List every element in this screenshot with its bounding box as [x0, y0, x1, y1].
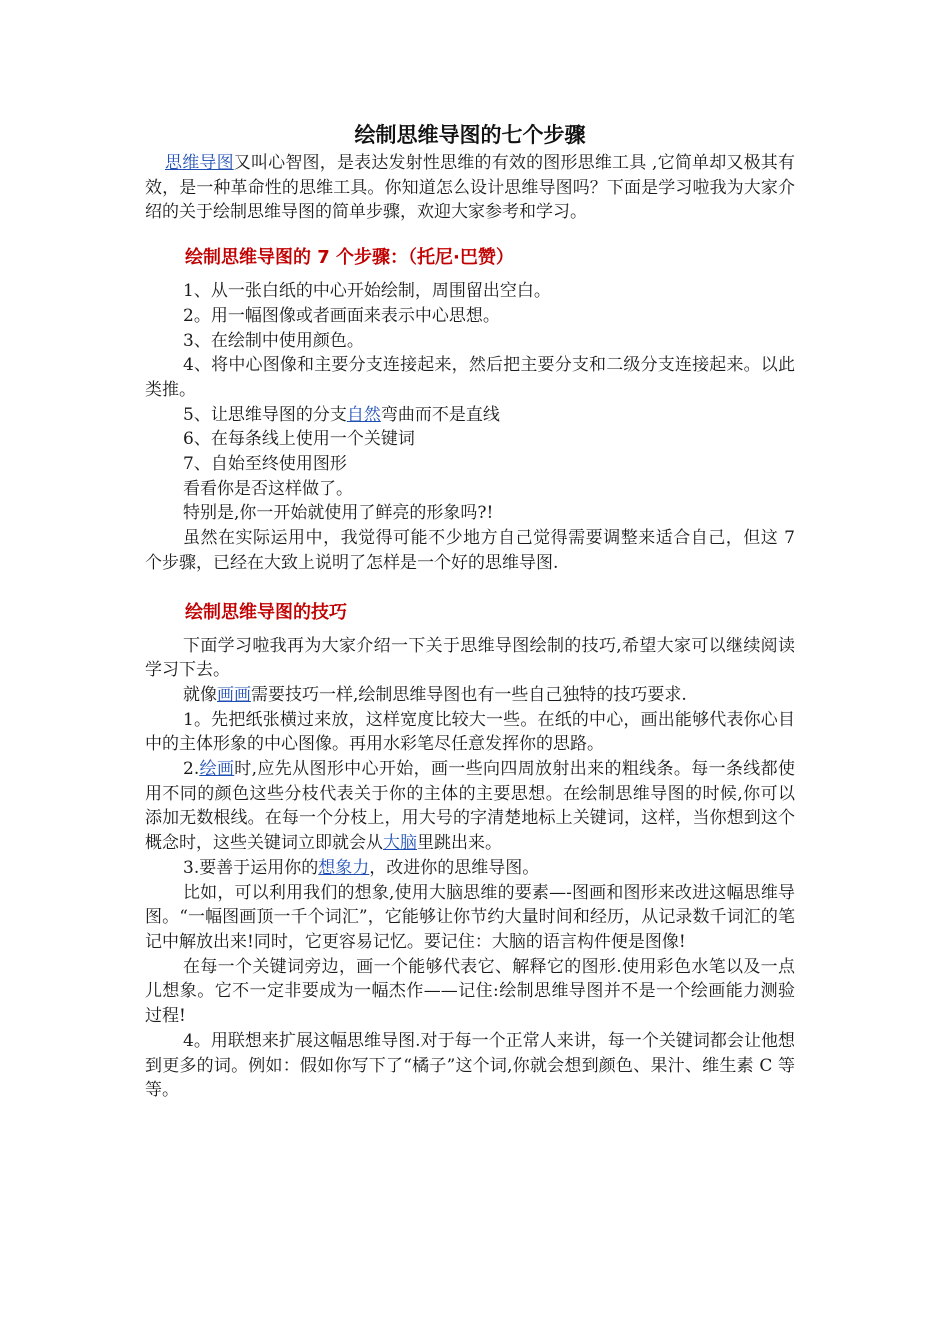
tip-4: 4。用联想来扩展这幅思维导图.对于每一个正常人来讲，每一个关键词都会让他想到更多的词。例如：假如你写下了“橘子”这个词,你就会想到颜色、果汁、维生素 C 等等。	[145, 1030, 795, 1101]
tip-2-prefix: 2.	[183, 759, 200, 780]
tips-intro: 下面学习啦我再为大家介绍一下关于思维导图绘制的技巧,希望大家可以继续阅读学习下去。	[145, 635, 795, 681]
like-text: 就像	[183, 684, 217, 705]
link-painting[interactable]: 画画	[217, 684, 251, 705]
special-line: 特别是,你一开始就使用了鲜亮的形象吗?!	[183, 503, 494, 524]
link-natural[interactable]: 自然	[346, 404, 381, 425]
step-7: 7、自始至终使用图形	[183, 454, 347, 475]
step-6: 6、在每条线上使用一个关键词	[183, 429, 415, 450]
step-5	[145, 403, 795, 428]
like-text-end: 需要技巧一样,绘制思维导图也有一些自己独特的技巧要求.	[251, 684, 687, 705]
step-5-text: 5、让思维导图的分支	[183, 404, 347, 425]
check-line: 看看你是否这样做了。	[183, 478, 353, 499]
document-body	[145, 120, 795, 1103]
intro-text: 又叫心智图，是表达发射性思维的有效的图形思维工具 ,它简单却又极其有效，是一种革命性的思维工具。你知道怎么设计思维导图吗？下面是学习啦我为大家介绍的关于绘制思维导图的简单步骤，欢迎大家参考和学习。	[145, 153, 795, 223]
page-title: 绘制思维导图的七个步骤	[354, 123, 586, 147]
section-heading-tips: 绘制思维导图的技巧	[185, 601, 347, 623]
step-2: 2。用一幅图像或者画面来表示中心思想。	[183, 305, 500, 326]
tip-3	[145, 856, 795, 881]
keyword-paragraph: 在每一个关键词旁边，画一个能够代表它、解释它的图形.使用彩色水笔以及一点儿想象。它不一定非要成为一幅杰作——记住:绘制思维导图并不是一个绘画能力测验过程!	[145, 956, 795, 1027]
example-paragraph: 比如，可以利用我们的想象,使用大脑思维的要素—-图画和图形来改进这幅思维导图。“一幅图画顶一千个词汇”，它能够让你节约大量时间和经历，从记录数千词汇的笔记中解放出来!同时，它更容易记忆。要记住：大脑的语言构件便是图像!	[145, 882, 795, 952]
link-drawing[interactable]: 绘画	[199, 759, 235, 780]
link-imagination[interactable]: 想象力	[318, 857, 370, 878]
tips-like-painting	[145, 683, 795, 708]
step-5-text-end: 弯曲而不是直线	[380, 404, 500, 425]
link-mind-map[interactable]: 思维导图	[165, 153, 234, 173]
section-heading-steps: 绘制思维导图的 7 个步骤：（托尼·巴赞）	[185, 247, 514, 269]
intro-paragraph	[145, 151, 795, 225]
tip-3-text: 3.要善于运用你的	[183, 857, 319, 878]
step-4: 4、将中心图像和主要分支连接起来，然后把主要分支和二级分支连接起来。以此类推。	[145, 355, 795, 400]
tip-2	[145, 757, 795, 856]
summary-paragraph: 虽然在实际运用中，我觉得可能不少地方自己觉得需要调整来适合自己，但这 7 个步骤，已经在大致上说明了怎样是一个好的思维导图.	[145, 528, 795, 573]
step-1: 1、从一张白纸的中心开始绘制，周围留出空白。	[183, 281, 551, 302]
link-brain[interactable]: 大脑	[383, 833, 417, 854]
tip-1: 1。先把纸张横过来放，这样宽度比较大一些。在纸的中心，画出能够代表你心目中的主体形象的中心图像。再用水彩笔尽任意发挥你的思路。	[145, 709, 795, 755]
tip-2-text-end: 里跳出来。	[417, 833, 502, 854]
tip-2-text: 时,应先从图形中心开始，画一些向四周放射出来的粗线条。每一条线都使用不同的颜色这些分枝代表关于你的主体的主要思想。在绘制思维导图的时候,你可以添加无数根线。在每一个分枝上，用大号的字清楚地标上关键词，这样，当你想到这个概念时，这些关键词立即就会从	[145, 759, 795, 854]
step-3: 3、在绘制中使用颜色。	[183, 330, 364, 351]
tip-3-text-end: ，改进你的思维导图。	[369, 857, 540, 878]
